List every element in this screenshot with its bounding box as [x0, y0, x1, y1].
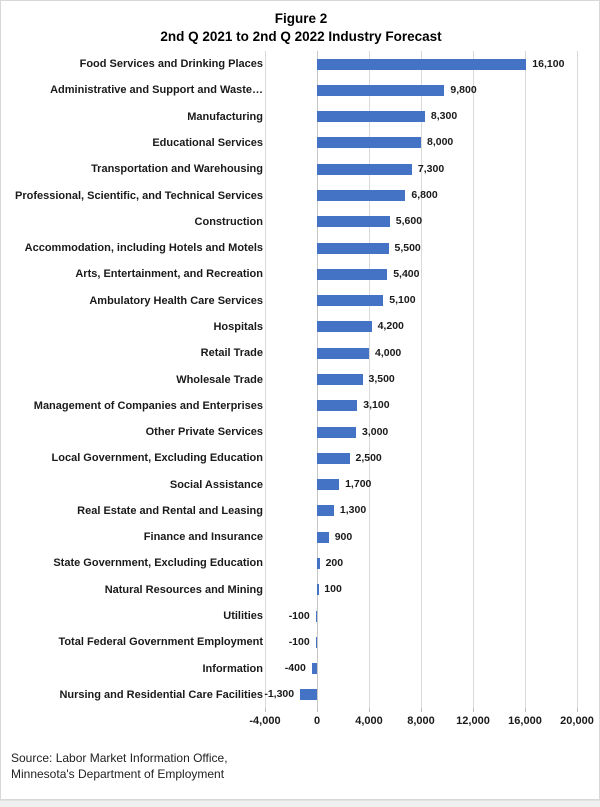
gridline: [577, 51, 578, 708]
bar-value-label: -400: [284, 662, 306, 675]
category-label: Food Services and Drinking Places: [79, 58, 263, 71]
bar: [317, 85, 444, 96]
bar: [317, 111, 425, 122]
bar: [300, 689, 317, 700]
bar: [317, 505, 334, 516]
category-label: Total Federal Government Employment: [58, 636, 263, 649]
bar: [317, 453, 350, 464]
bar: [317, 374, 363, 385]
category-label: Social Assistance: [169, 478, 263, 491]
bar: [317, 532, 329, 543]
bar-value-label: 2,500: [355, 451, 382, 464]
bar-value-label: -1,300: [264, 688, 295, 701]
bar-value-label: -100: [288, 609, 310, 622]
bar: [317, 427, 356, 438]
bar-value-label: 4,200: [377, 320, 404, 333]
gridline: [421, 51, 422, 708]
bar-value-label: 5,400: [393, 267, 420, 280]
category-label: Finance and Insurance: [143, 531, 263, 544]
bar: [317, 190, 405, 201]
bar: [317, 243, 389, 254]
bar: [317, 59, 526, 70]
bar-value-label: 16,100: [532, 57, 565, 70]
bar-value-label: 8,300: [430, 110, 458, 123]
category-label: Arts, Entertainment, and Recreation: [75, 268, 263, 281]
category-label: Retail Trade: [200, 347, 263, 360]
bar-value-label: 3,500: [368, 373, 395, 385]
category-label: Local Government, Excluding Education: [51, 452, 263, 465]
category-label: Real Estate and Rental and Leasing: [77, 504, 263, 517]
bar-value-label: 200: [325, 556, 344, 569]
x-axis-tick-label: 20,000: [560, 715, 594, 727]
category-label: Other Private Services: [145, 426, 263, 439]
bar-value-label: 3,100: [363, 399, 390, 412]
category-label: Manufacturing: [187, 110, 263, 123]
category-label: Construction: [194, 215, 263, 228]
category-label: Utilities: [223, 610, 263, 623]
x-axis-tick-label: 12,000: [456, 715, 490, 727]
gridline: [473, 51, 474, 708]
x-axis-tickmark: [265, 708, 266, 712]
source-note: [11, 750, 228, 782]
category-label: State Government, Excluding Education: [53, 557, 263, 570]
bar: [317, 348, 369, 359]
bar: [317, 216, 390, 227]
bar: [317, 137, 421, 148]
bar-value-label: 1,300: [339, 504, 367, 517]
bar-value-label: 5,600: [395, 215, 423, 228]
horizontal-scrollbar-track[interactable]: [0, 800, 600, 807]
bar-value-label: 900: [334, 530, 353, 543]
category-label: Ambulatory Health Care Services: [89, 294, 263, 307]
bar-value-label: 9,800: [450, 83, 477, 96]
category-label: Natural Resources and Mining: [104, 583, 263, 596]
bar-value-label: 6,800: [411, 189, 438, 202]
chart-title: Figure 2: [274, 11, 328, 26]
category-label: Professional, Scientific, and Technical Services: [14, 189, 263, 202]
category-label: Management of Companies and Enterprises: [33, 399, 263, 412]
gridline: [525, 51, 526, 708]
bar-value-label: 7,300: [417, 162, 445, 175]
source-line-1: Source: Labor Market Information Office,: [11, 751, 228, 765]
gridline: [265, 51, 266, 708]
x-axis-tickmark: [421, 708, 422, 712]
category-label: Hospitals: [213, 320, 263, 333]
x-axis-tick-label: 16,000: [508, 715, 542, 727]
x-axis-tickmark: [525, 708, 526, 712]
category-label: Transportation and Warehousing: [91, 163, 263, 176]
category-label: Nursing and Residential Care Facilities: [59, 688, 263, 701]
bar: [317, 295, 383, 306]
bar-value-label: 8,000: [427, 136, 454, 149]
source-line-2: Minnesota's Department of Employment: [11, 767, 225, 781]
x-axis-tickmark: [473, 708, 474, 712]
bar: [317, 400, 357, 411]
category-label: Wholesale Trade: [176, 373, 263, 386]
bar: [317, 321, 372, 332]
x-axis-tick-label: 0: [313, 715, 321, 727]
category-label: Accommodation, including Hotels and Motels: [24, 242, 263, 255]
bar-value-label: 5,500: [394, 241, 421, 254]
bar: [316, 637, 318, 648]
x-axis-tickmark: [317, 708, 318, 712]
category-label: Information: [202, 662, 263, 675]
bar: [316, 611, 318, 622]
bar: [312, 663, 317, 674]
bar-value-label: 1,700: [345, 478, 372, 491]
bar: [317, 479, 339, 490]
bar-chart-plot-area: [1, 1, 600, 801]
bar: [317, 558, 320, 569]
bar: [317, 164, 412, 175]
bar: [317, 269, 387, 280]
category-label: Educational Services: [152, 136, 263, 149]
bar-value-label: 4,000: [375, 346, 402, 359]
x-axis-tick-label: 8,000: [407, 715, 435, 727]
bar-value-label: 5,100: [389, 294, 416, 307]
bar-value-label: 100: [324, 583, 342, 596]
bar-value-label: -100: [288, 635, 310, 648]
x-axis-tick-label: -4,000: [249, 715, 281, 727]
x-axis-tickmark: [577, 708, 578, 712]
category-label: Administrative and Support and Waste…: [50, 84, 263, 97]
chart-subtitle: 2nd Q 2021 to 2nd Q 2022 Industry Forecast: [160, 29, 442, 44]
x-axis-tickmark: [369, 708, 370, 712]
bar: [317, 584, 319, 595]
bar-value-label: 3,000: [362, 425, 389, 438]
x-axis-tick-label: 4,000: [355, 715, 383, 727]
